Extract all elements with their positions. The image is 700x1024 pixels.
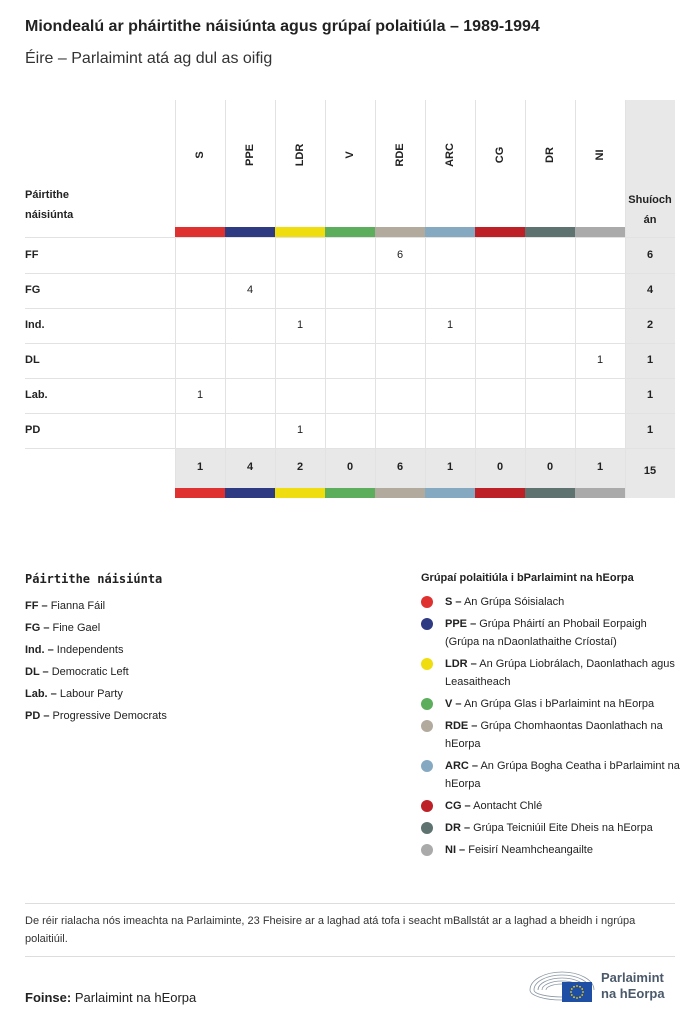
table-cell: 6	[396, 249, 404, 261]
legend-name: Progressive Democrats	[52, 710, 167, 722]
group-legend-item	[421, 841, 681, 859]
row-divider	[25, 343, 675, 344]
footnote: De réir rialacha nós imeachta na Parlaiminte, 23 Fheisire ar a laghad atá tofa i seacht mBallstát ar a laghad a bheidh i ngrúpa polaitiúil.	[25, 915, 636, 945]
group-color-dot-icon	[421, 698, 433, 710]
page-subtitle: Éire – Parlaimint atá ag dul as oifig	[25, 50, 273, 67]
group-color-bar-top	[375, 227, 425, 237]
group-header-label: S	[194, 151, 206, 159]
divider	[25, 956, 675, 957]
logo-text: Parlaimint na hEorpa	[601, 970, 665, 1001]
eu-star-icon	[573, 996, 575, 998]
group-total: 4	[246, 461, 254, 473]
eu-star-icon	[579, 996, 581, 998]
group-header-ni	[575, 100, 625, 225]
group-color-bar-bottom	[175, 488, 225, 498]
group-header-arc	[425, 100, 475, 225]
column-divider	[625, 100, 626, 498]
group-total: 0	[496, 461, 504, 473]
group-total: 6	[396, 461, 404, 473]
table-cell: 1	[596, 354, 604, 366]
legend-code: FG –	[25, 622, 50, 634]
group-legend-item	[421, 593, 681, 611]
legend-name: Grúpa Chomhaontas Daonlathach na hEorpa	[445, 720, 663, 750]
european-parliament-logo	[528, 964, 678, 1006]
table-cell: 1	[446, 319, 454, 331]
national-party-legend-item	[25, 595, 167, 617]
group-header-label: CG	[494, 146, 506, 164]
group-legend-item	[421, 717, 681, 753]
row-divider	[25, 448, 675, 449]
legend-code: V –	[445, 698, 462, 710]
group-header-s	[175, 100, 225, 225]
grand-total: 15	[643, 465, 657, 477]
source-label: Foinse:	[25, 990, 72, 1005]
legend-name: An Grúpa Sóisialach	[463, 596, 565, 608]
legend-name: Fianna Fáil	[50, 600, 106, 612]
group-header-label: V	[344, 151, 356, 159]
row-party-label: DL	[25, 354, 40, 366]
group-header-label: PPE	[244, 143, 256, 167]
legend-code: LDR –	[445, 658, 477, 670]
legend-name: Grúpa Teicniúil Eite Dheis na hEorpa	[473, 822, 653, 834]
legend-code: DL –	[25, 666, 49, 678]
legend-code: RDE –	[445, 720, 478, 732]
group-legend-item	[421, 757, 681, 793]
party-column-header: Páirtithe náisiúnta	[25, 189, 74, 221]
national-party-legend-item	[25, 639, 167, 661]
group-legend-item	[421, 615, 681, 651]
row-party-label: Ind.	[25, 319, 45, 331]
table-cell: 1	[196, 389, 204, 401]
group-header-label: NI	[594, 149, 606, 161]
row-seat-total: 1	[646, 389, 654, 401]
legend-code: FF –	[25, 600, 48, 612]
seats-column-background	[625, 100, 675, 498]
group-header-rde	[375, 100, 425, 225]
eu-star-icon	[581, 994, 583, 996]
eu-star-icon	[579, 986, 581, 988]
group-header-cg	[475, 100, 525, 225]
legend-name: Labour Party	[59, 688, 123, 700]
row-party-label: FF	[25, 249, 39, 261]
eu-star-icon	[570, 991, 572, 993]
national-party-legend-item	[25, 683, 167, 705]
group-color-bar-top	[525, 227, 575, 237]
group-color-dot-icon	[421, 822, 433, 834]
legend-name: An Grúpa Bogha Ceatha i bParlaimint na hEorpa	[445, 760, 680, 790]
row-party-label: Lab.	[25, 389, 48, 401]
eu-star-icon	[582, 991, 584, 993]
row-seat-total: 2	[646, 319, 654, 331]
political-groups-legend	[421, 572, 681, 863]
legend-name: An Grúpa Liobrálach, Daonlathach agus Leasaitheach	[445, 658, 675, 688]
parliament-emblem-icon	[528, 964, 598, 1006]
national-parties-legend	[25, 572, 167, 727]
group-total: 0	[546, 461, 554, 473]
seat-breakdown-table	[25, 100, 675, 500]
legend-name: Fine Gael	[52, 622, 101, 634]
legend-name: Grúpa Pháirtí an Phobail Eorpaigh (Grúpa na nDaonlathaithe Críostaí)	[445, 618, 647, 648]
legend-code: PPE –	[445, 618, 477, 630]
legend-code: CG –	[445, 800, 471, 812]
row-party-label: FG	[25, 284, 41, 296]
group-color-bar-bottom	[225, 488, 275, 498]
legend-name: Aontacht Chlé	[473, 800, 543, 812]
group-legend-item	[421, 695, 681, 713]
group-total: 1	[446, 461, 454, 473]
group-legend-item	[421, 797, 681, 815]
legend-name: Independents	[56, 644, 124, 656]
group-header-ldr	[275, 100, 325, 225]
table-cell: 1	[296, 424, 304, 436]
group-header-v	[325, 100, 375, 225]
group-color-bar-top	[325, 227, 375, 237]
eu-star-icon	[576, 997, 578, 999]
legend-code: NI –	[445, 844, 466, 856]
row-seat-total: 1	[646, 424, 654, 436]
group-color-dot-icon	[421, 596, 433, 608]
group-color-bar-top	[475, 227, 525, 237]
group-color-dot-icon	[421, 618, 433, 630]
national-party-legend-item	[25, 661, 167, 683]
row-divider	[25, 378, 675, 379]
group-total: 0	[346, 461, 354, 473]
group-color-dot-icon	[421, 760, 433, 772]
national-party-legend-item	[25, 617, 167, 639]
table-cell: 4	[246, 284, 254, 296]
row-seat-total: 4	[646, 284, 654, 296]
group-total: 1	[196, 461, 204, 473]
national-legend-heading: Páirtithe náisiúnta	[25, 572, 163, 586]
group-color-bar-bottom	[375, 488, 425, 498]
group-color-dot-icon	[421, 658, 433, 670]
group-color-dot-icon	[421, 720, 433, 732]
group-header-dr	[525, 100, 575, 225]
row-divider	[25, 413, 675, 414]
row-divider	[25, 308, 675, 309]
legend-name: Democratic Left	[51, 666, 129, 678]
group-header-label: LDR	[294, 143, 306, 167]
seats-column-header: Shuíoch án	[628, 194, 672, 226]
legend-code: ARC –	[445, 760, 479, 772]
group-total: 2	[296, 461, 304, 473]
national-party-legend-item	[25, 705, 167, 727]
group-total: 1	[596, 461, 604, 473]
group-color-bar-top	[275, 227, 325, 237]
group-color-bar-bottom	[475, 488, 525, 498]
group-color-bar-bottom	[425, 488, 475, 498]
legend-name: Feisirí Neamhcheangailte	[468, 844, 593, 856]
group-color-bar-bottom	[575, 488, 625, 498]
group-color-bar-bottom	[325, 488, 375, 498]
page-title: Miondealú ar pháirtithe náisiúnta agus grúpaí polaitiúla – 1989-1994	[25, 18, 540, 35]
group-color-bar-top	[175, 227, 225, 237]
eu-star-icon	[573, 986, 575, 988]
legend-code: DR –	[445, 822, 471, 834]
group-color-dot-icon	[421, 800, 433, 812]
row-divider	[25, 273, 675, 274]
source-line	[25, 990, 196, 1005]
legend-name: An Grúpa Glas i bParlaimint na hEorpa	[463, 698, 655, 710]
group-color-bar-top	[425, 227, 475, 237]
legend-code: Lab. –	[25, 688, 57, 700]
group-legend-item	[421, 819, 681, 837]
group-color-bar-bottom	[525, 488, 575, 498]
eu-star-icon	[571, 988, 573, 990]
group-color-bar-top	[225, 227, 275, 237]
eu-star-icon	[581, 988, 583, 990]
eu-star-icon	[571, 994, 573, 996]
group-header-ppe	[225, 100, 275, 225]
groups-legend-heading: Grúpaí polaitiúla i bParlaimint na hEorpa	[421, 572, 634, 584]
row-seat-total: 6	[646, 249, 654, 261]
row-divider	[25, 237, 675, 238]
group-legend-item	[421, 655, 681, 691]
group-header-label: ARC	[444, 143, 456, 167]
row-party-label: PD	[25, 424, 41, 436]
source-value: Parlaimint na hEorpa	[74, 990, 197, 1005]
group-color-bar-top	[575, 227, 625, 237]
row-seat-total: 1	[646, 354, 654, 366]
group-color-dot-icon	[421, 844, 433, 856]
legend-code: PD –	[25, 710, 50, 722]
divider	[25, 903, 675, 904]
group-header-label: RDE	[394, 143, 406, 167]
legend-code: Ind. –	[25, 644, 54, 656]
legend-code: S –	[445, 596, 462, 608]
table-cell: 1	[296, 319, 304, 331]
group-header-label: DR	[544, 147, 556, 163]
group-color-bar-bottom	[275, 488, 325, 498]
eu-star-icon	[576, 985, 578, 987]
